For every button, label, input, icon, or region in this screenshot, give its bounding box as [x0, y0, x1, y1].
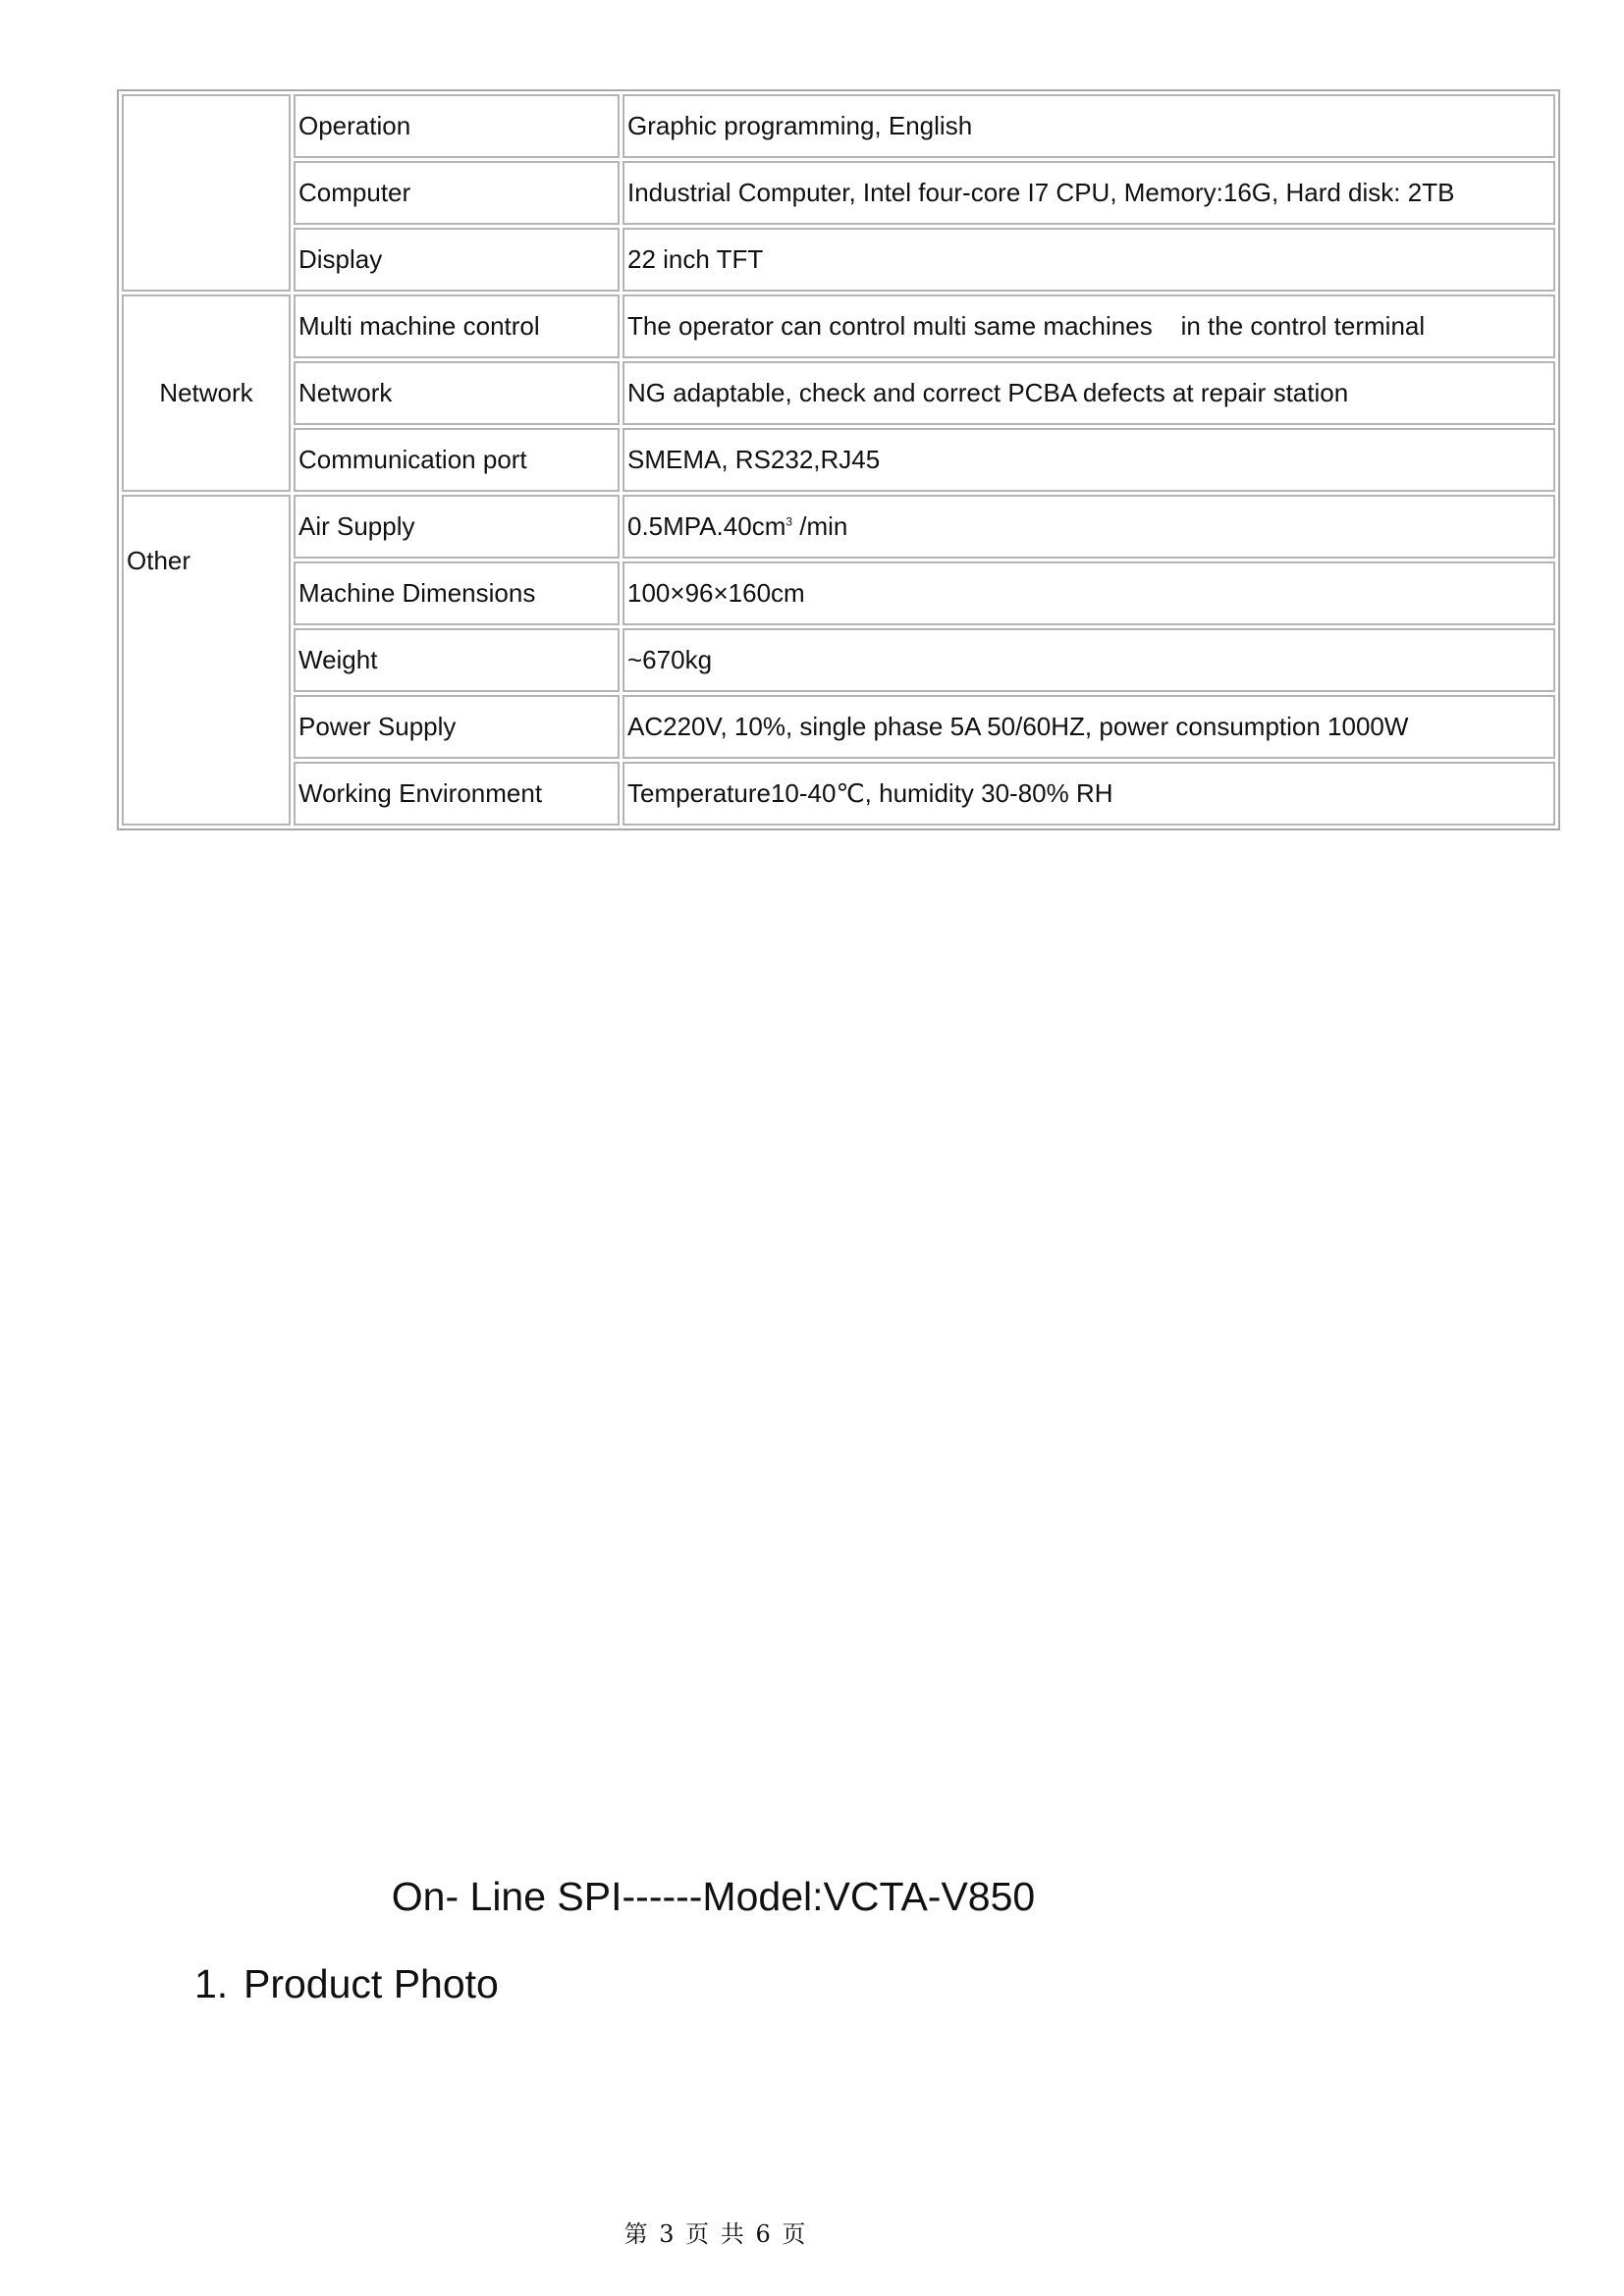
spec-item: Network — [294, 361, 620, 425]
table-row — [122, 695, 1555, 759]
model-title: On- Line SPI------Model:VCTA-V850 — [391, 1874, 1036, 1919]
spec-item: Working Environment — [294, 762, 620, 826]
table-row — [122, 495, 1555, 559]
air-supply-unit: /min — [792, 511, 848, 541]
spec-value: AC220V, 10%, single phase 5A 50/60HZ, power consumption 1000W — [623, 695, 1555, 759]
section-heading — [194, 1961, 499, 2007]
superscript-three: 3 — [785, 514, 793, 529]
table-row — [122, 94, 1555, 158]
group-cell-blank — [122, 94, 291, 292]
air-supply-value: 0.5MPA.40cm — [627, 511, 786, 541]
group-cell-network: Network — [122, 294, 291, 492]
table-row — [122, 561, 1555, 625]
page-footer: 第 3 页 共 6 页 — [623, 2220, 808, 2248]
table-row — [122, 628, 1555, 692]
spec-value: SMEMA, RS232,RJ45 — [623, 428, 1555, 492]
spec-item: Display — [294, 228, 620, 292]
spec-value: The operator can control multi same machines in the control terminal — [623, 294, 1555, 358]
table-row — [122, 762, 1555, 826]
spec-item: Power Supply — [294, 695, 620, 759]
spec-item: Computer — [294, 161, 620, 225]
spec-value: Temperature10-40℃, humidity 30-80% RH — [623, 762, 1555, 826]
spec-value: 22 inch TFT — [623, 228, 1555, 292]
table-row — [122, 294, 1555, 358]
spec-item: Communication port — [294, 428, 620, 492]
spec-value: NG adaptable, check and correct PCBA defects at repair station — [623, 361, 1555, 425]
table-row — [122, 228, 1555, 292]
spec-value: Graphic programming, English — [623, 94, 1555, 158]
spec-table — [117, 89, 1560, 830]
table-row — [122, 428, 1555, 492]
spec-item: Weight — [294, 628, 620, 692]
spec-value — [623, 495, 1555, 559]
table-row — [122, 161, 1555, 225]
table-row — [122, 361, 1555, 425]
spec-item: Operation — [294, 94, 620, 158]
spec-value: ~670kg — [623, 628, 1555, 692]
spec-value: 100×96×160cm — [623, 561, 1555, 625]
spec-value: Industrial Computer, Intel four-core I7 CPU, Memory:16G, Hard disk: 2TB — [623, 161, 1555, 225]
spec-item: Air Supply — [294, 495, 620, 559]
spec-item: Multi machine control — [294, 294, 620, 358]
section-title: Product Photo — [244, 1961, 499, 2006]
spec-item: Machine Dimensions — [294, 561, 620, 625]
section-number: 1. — [194, 1961, 229, 2006]
group-cell-other: Other — [122, 495, 291, 826]
